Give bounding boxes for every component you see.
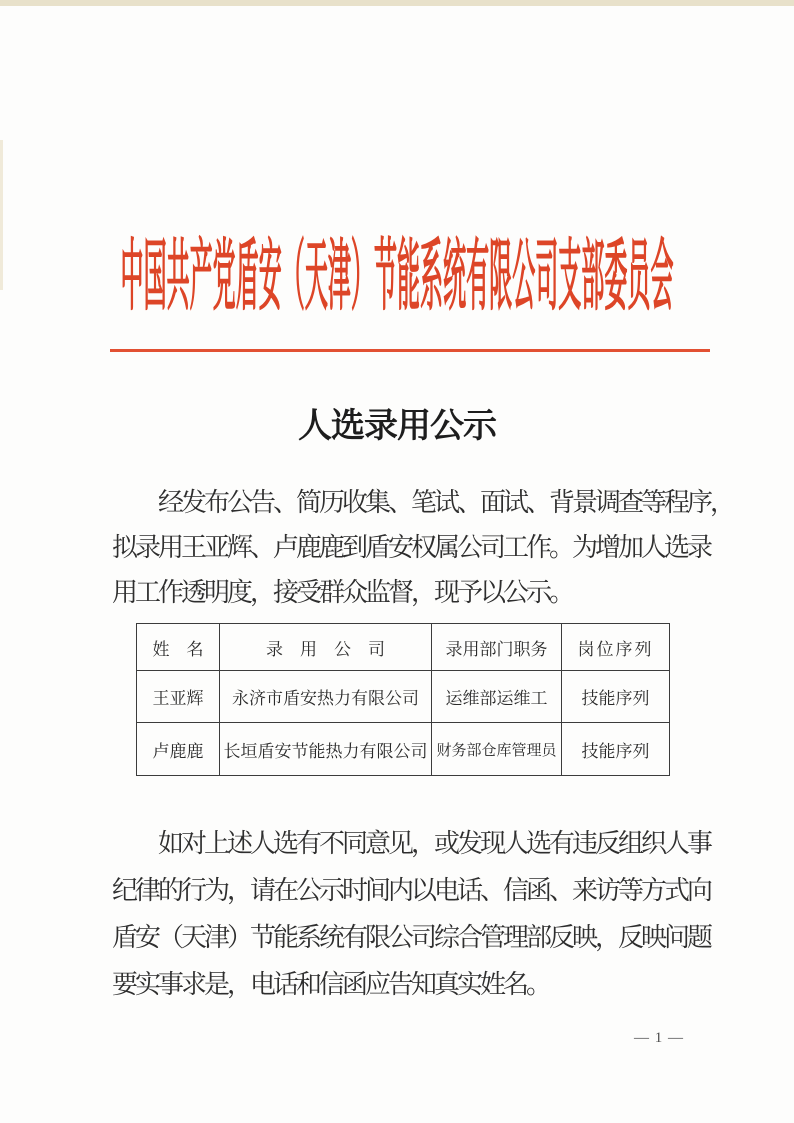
- column-header-sequence: 岗位序列: [562, 624, 670, 671]
- cell-position: 运维部运维工: [432, 671, 562, 723]
- column-header-company: 录 用 公 司: [220, 624, 432, 671]
- column-header-position: 录用部门职务: [432, 624, 562, 671]
- letterhead: [0, 226, 794, 321]
- cell-name: 卢鹿鹿: [137, 723, 220, 776]
- candidate-table: [136, 623, 670, 776]
- intro-paragraph: [112, 480, 734, 615]
- table-row: [137, 671, 670, 723]
- table-header-row: [137, 624, 670, 671]
- cell-name: 王亚辉: [137, 671, 220, 723]
- scan-edge-artifact-top: [0, 0, 794, 6]
- outro-line: 纪律的行为，请在公示时间内以电话、信函、来访等方式向: [112, 876, 711, 905]
- intro-line: 拟录用王亚辉、卢鹿鹿到盾安权属公司工作。为增加人选录: [112, 533, 711, 562]
- document-title: 人选录用公示: [298, 408, 496, 445]
- cell-sequence: 技能序列: [562, 671, 670, 723]
- cell-sequence: 技能序列: [562, 723, 670, 776]
- column-header-name: 姓 名: [137, 624, 220, 671]
- committee-name: 中国共产党盾安（天津）节能系统有限公司支部委员会: [120, 234, 674, 321]
- outro-line: 如对上述人选有不同意见，或发现人选有违反组织人事: [158, 829, 711, 858]
- outro-paragraph: [112, 820, 712, 1008]
- cell-company: 永济市盾安热力有限公司: [220, 671, 432, 723]
- red-divider-rule: [110, 349, 710, 352]
- table-row: [137, 723, 670, 776]
- outro-line: 盾安（天津）节能系统有限公司综合管理部反映，反映问题: [112, 923, 711, 952]
- intro-line: 用工作透明度，接受群众监督，现予以公示。: [112, 578, 573, 607]
- cell-company: 长垣盾安节能热力有限公司: [220, 723, 432, 776]
- cell-position: 财务部仓库管理员: [432, 723, 562, 776]
- intro-line: 经发布公告、简历收集、笔试、面试、背景调查等程序，: [158, 488, 734, 517]
- page-number: — 1 —: [634, 1030, 684, 1046]
- outro-line: 要实事求是，电话和信函应告知真实姓名。: [112, 970, 550, 999]
